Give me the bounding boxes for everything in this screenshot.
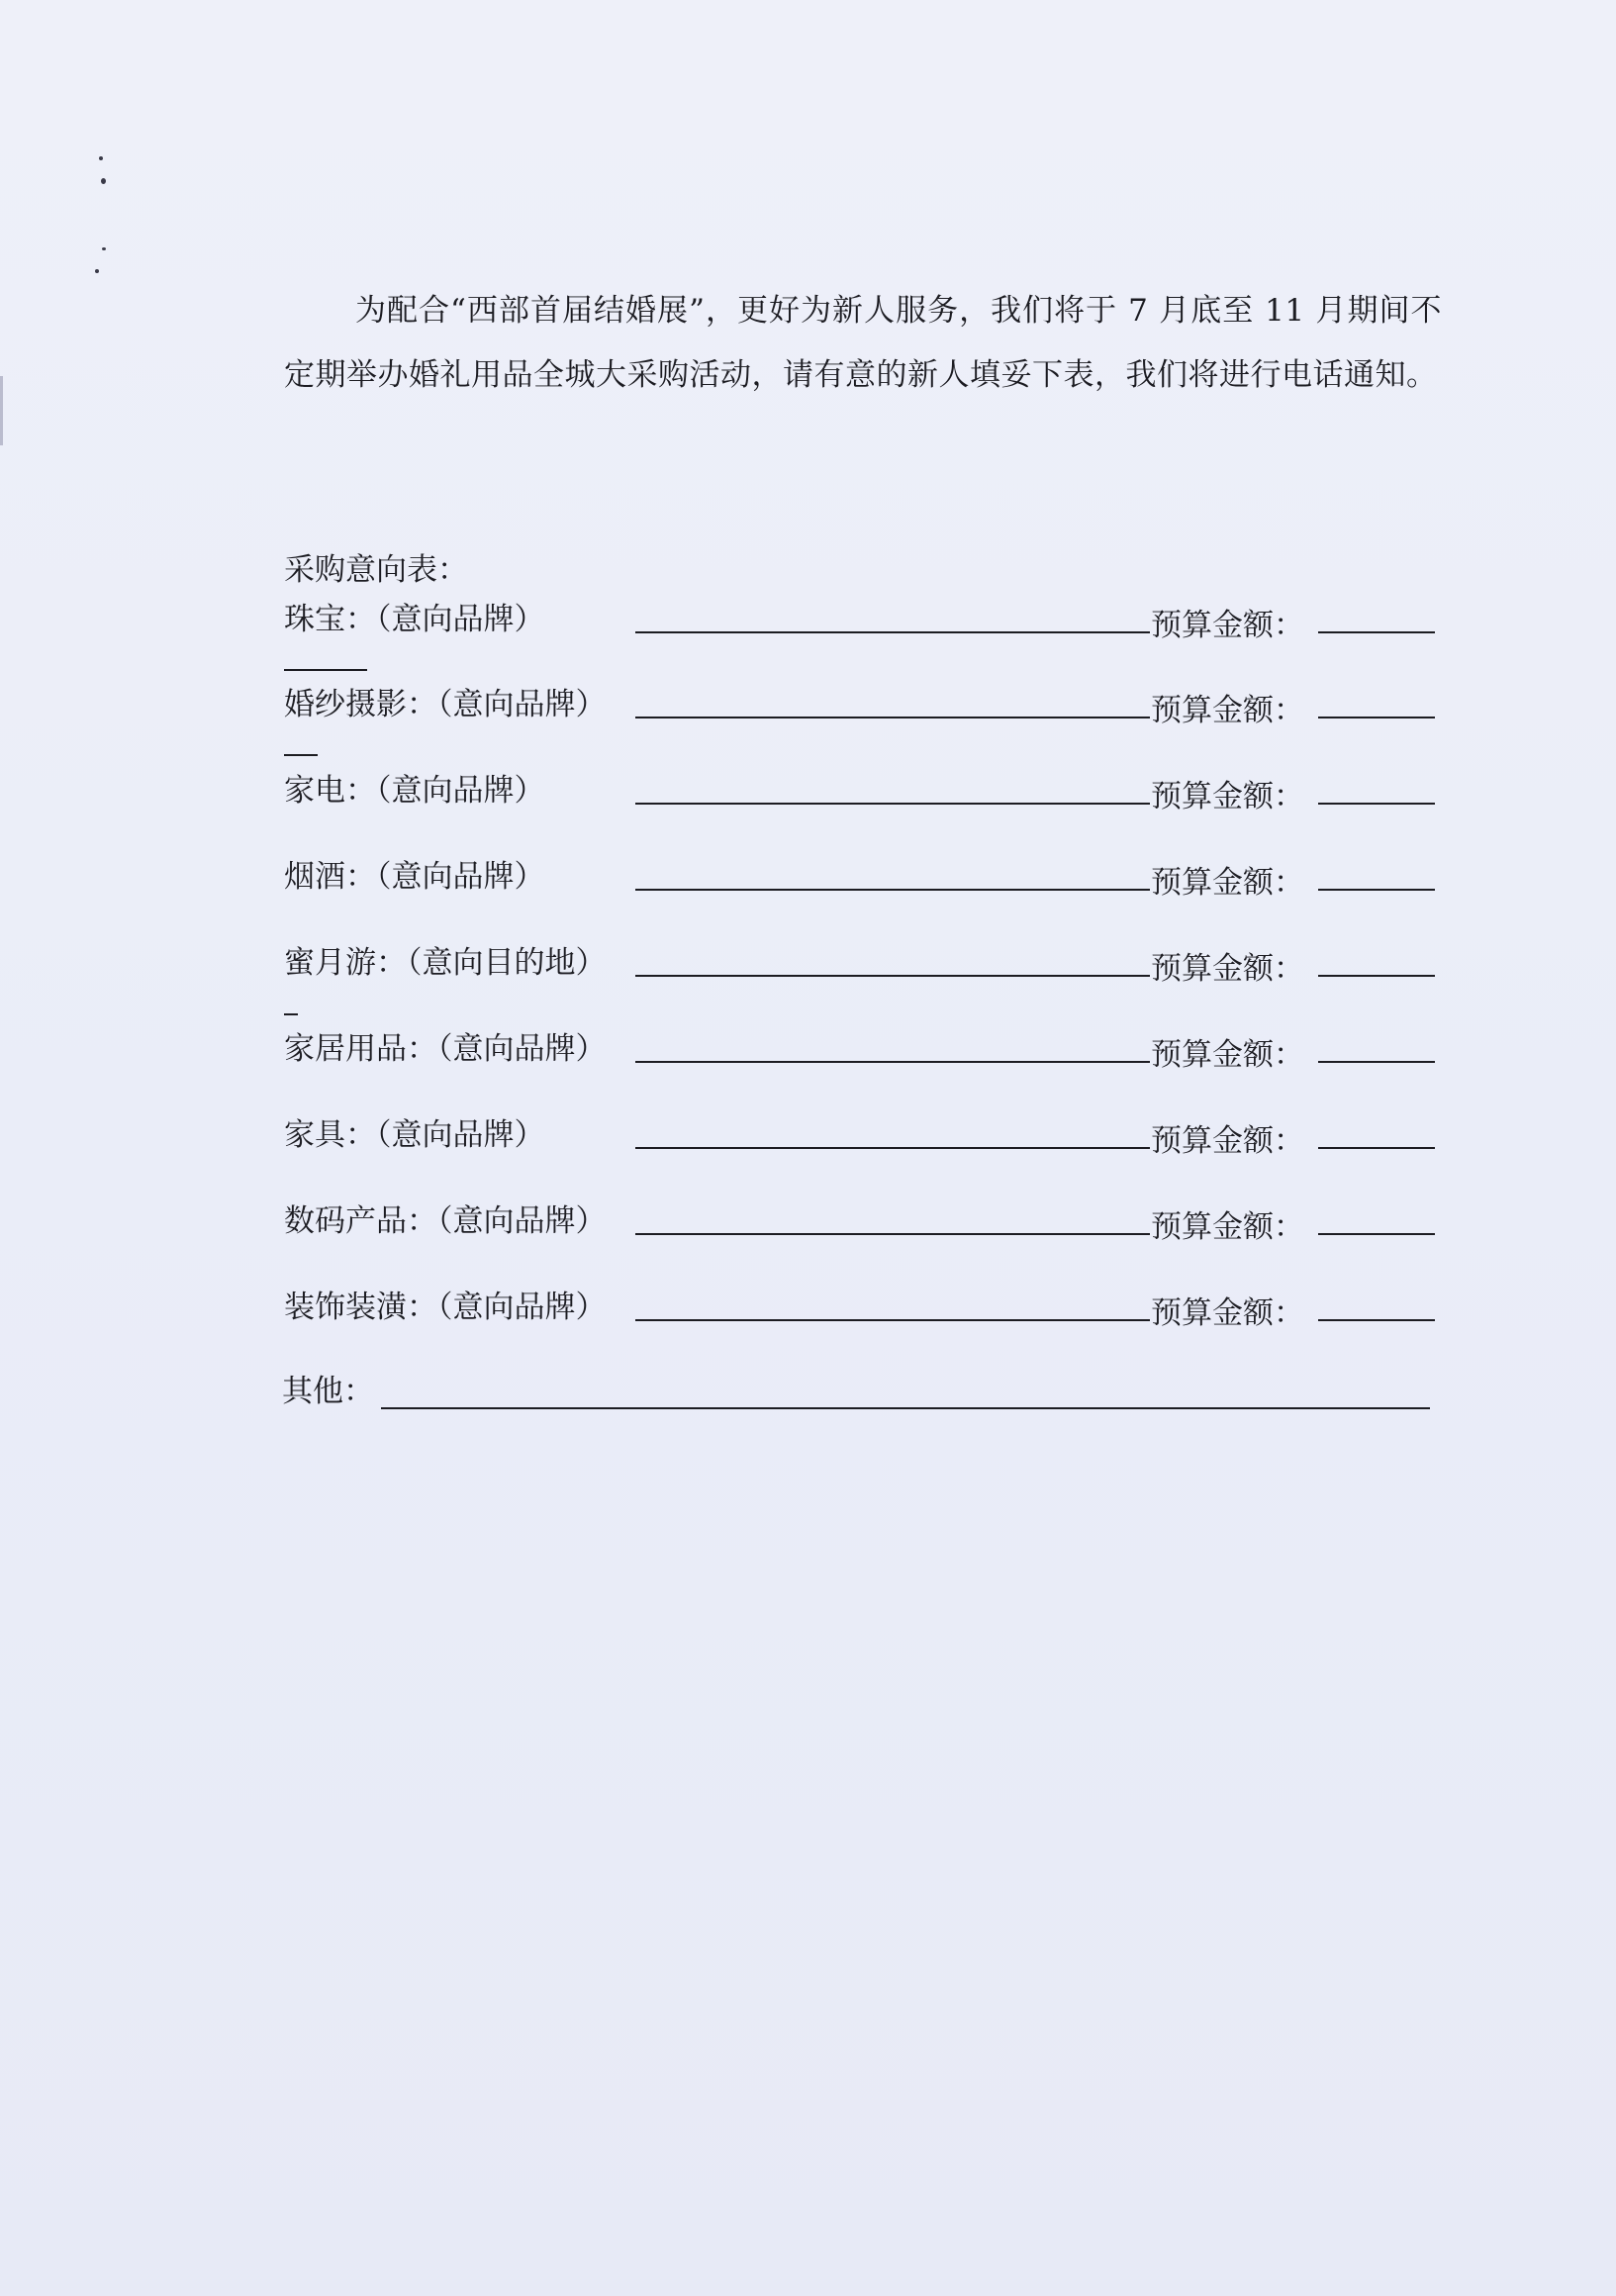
form-row-furniture bbox=[284, 1109, 1437, 1159]
row-label: 家具：（意向品牌） bbox=[284, 1117, 545, 1153]
wrapped-line-stub bbox=[284, 754, 318, 756]
binding-hole-mark bbox=[95, 269, 99, 273]
intro-paragraph: 为配合“西部首届结婚展”，更好为新人服务，我们将于 7 月底至 11 月期间不定期举办婚礼用品全城大采购活动，请有意的新人填妥下表，我们将进行电话通知。 bbox=[284, 293, 1442, 393]
form-row-other bbox=[282, 1366, 1430, 1409]
budget-label: 预算金额： bbox=[1151, 693, 1304, 728]
budget-label: 预算金额： bbox=[1151, 1209, 1304, 1245]
other-label: 其他： bbox=[282, 1374, 374, 1409]
row-label: 家居用品：（意向品牌） bbox=[284, 1031, 607, 1067]
budget-label: 预算金额： bbox=[1151, 1295, 1304, 1331]
brand-fill-line[interactable] bbox=[635, 889, 1150, 891]
binding-hole-mark bbox=[101, 178, 106, 184]
form-row-jewelry bbox=[284, 594, 1437, 643]
binding-hole-mark bbox=[99, 156, 103, 160]
brand-fill-line[interactable] bbox=[635, 717, 1150, 718]
budget-fill-line[interactable] bbox=[1318, 1147, 1435, 1149]
budget-fill-line[interactable] bbox=[1318, 975, 1435, 977]
budget-label: 预算金额： bbox=[1151, 1123, 1304, 1159]
budget-fill-line[interactable] bbox=[1318, 631, 1435, 633]
row-label: 数码产品：（意向品牌） bbox=[284, 1203, 607, 1239]
row-label: 家电：（意向品牌） bbox=[284, 773, 545, 809]
budget-fill-line[interactable] bbox=[1318, 717, 1435, 718]
budget-label: 预算金额： bbox=[1151, 951, 1304, 987]
scan-edge-mark bbox=[0, 376, 3, 445]
brand-fill-line[interactable] bbox=[635, 1147, 1150, 1149]
form-row-honeymoon bbox=[284, 937, 1437, 987]
form-row-wedding-photo bbox=[284, 679, 1437, 728]
brand-fill-line[interactable] bbox=[635, 1319, 1150, 1321]
row-label: 婚纱摄影：（意向品牌） bbox=[284, 687, 607, 722]
form-row-appliances bbox=[284, 765, 1437, 814]
row-label: 珠宝：（意向品牌） bbox=[284, 602, 545, 637]
wrapped-line-stub bbox=[284, 1013, 298, 1015]
other-fill-line[interactable] bbox=[381, 1407, 1430, 1409]
brand-fill-line[interactable] bbox=[635, 1233, 1150, 1235]
budget-fill-line[interactable] bbox=[1318, 889, 1435, 891]
form-row-home-goods bbox=[284, 1023, 1437, 1073]
budget-label: 预算金额： bbox=[1151, 865, 1304, 901]
binding-hole-mark bbox=[102, 247, 106, 250]
brand-fill-line[interactable] bbox=[635, 631, 1150, 633]
budget-label: 预算金额： bbox=[1151, 1037, 1304, 1073]
row-label: 烟酒：（意向品牌） bbox=[284, 859, 545, 895]
budget-fill-line[interactable] bbox=[1318, 1319, 1435, 1321]
budget-label: 预算金额： bbox=[1151, 779, 1304, 814]
form-row-decoration bbox=[284, 1282, 1437, 1331]
purchase-intent-table-title: 采购意向表： bbox=[284, 552, 468, 588]
budget-label: 预算金额： bbox=[1151, 608, 1304, 643]
wrapped-line-stub bbox=[284, 669, 367, 671]
row-label: 蜜月游：（意向目的地） bbox=[284, 945, 607, 981]
budget-fill-line[interactable] bbox=[1318, 1061, 1435, 1063]
brand-fill-line[interactable] bbox=[635, 803, 1150, 805]
brand-fill-line[interactable] bbox=[635, 1061, 1150, 1063]
form-row-digital-products bbox=[284, 1196, 1437, 1245]
destination-fill-line[interactable] bbox=[635, 975, 1150, 977]
row-label: 装饰装潢：（意向品牌） bbox=[284, 1290, 607, 1325]
budget-fill-line[interactable] bbox=[1318, 803, 1435, 805]
budget-fill-line[interactable] bbox=[1318, 1233, 1435, 1235]
form-row-tobacco-alcohol bbox=[284, 851, 1437, 901]
